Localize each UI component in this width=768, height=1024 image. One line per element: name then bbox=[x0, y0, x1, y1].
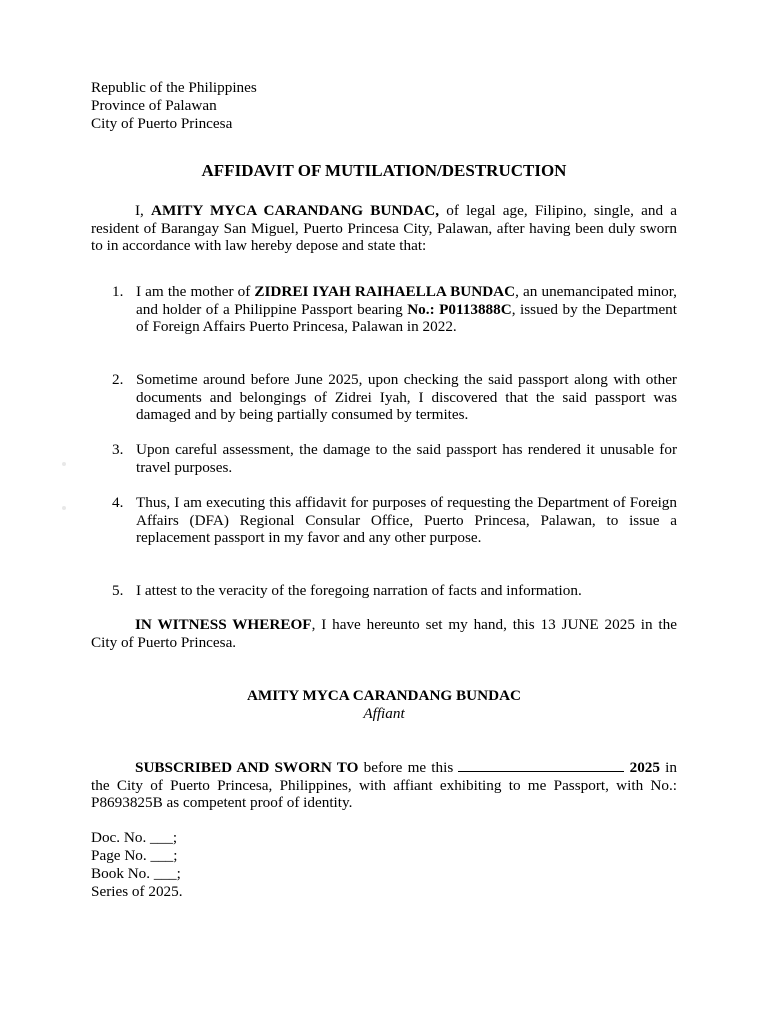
scan-speck bbox=[62, 462, 66, 466]
header-city: City of Puerto Princesa bbox=[91, 115, 233, 132]
notary-series: Series of 2025. bbox=[91, 883, 183, 900]
header-republic: Republic of the Philippines bbox=[91, 79, 257, 96]
list-item bbox=[112, 371, 677, 424]
item-number: 3. bbox=[112, 441, 124, 458]
witness-text: , I have hereunto set my hand, this 13 JUNE 2025 in the City of Puerto Princesa. bbox=[91, 616, 677, 651]
item-text: Sometime around before June 2025, upon checking the said passport along with other documents and belongings of Zidrei Iyah, I discovered that the said passport was damaged and by being partially consumed by termites. bbox=[136, 371, 677, 424]
item-number: 2. bbox=[112, 371, 124, 388]
list-item bbox=[112, 283, 677, 336]
intro-prefix: I, bbox=[135, 202, 152, 219]
item-text-part: , issued by the Department of Foreign Affairs Puerto Princesa, Palawan in 2022. bbox=[136, 300, 677, 336]
notary-page-no: Page No. ___; bbox=[91, 847, 178, 864]
jurat-paragraph bbox=[91, 758, 677, 812]
item-text: Thus, I am executing this affidavit for purposes of requesting the Department of Foreign Affairs (DFA) Regional Consular Office, Puerto Princesa, Palawan, to issue a replacement passport in my favor and any other purpose. bbox=[136, 494, 677, 547]
jurat-text: in the City of Puerto Princesa, Philippines, with affiant exhibiting to me Passport, with No.: P8693825B as competent proof of identity. bbox=[91, 759, 677, 812]
intro-text: of legal age, Filipino, single, and a resident of Barangay San Miguel, Puerto Princesa City, Palawan, after having been duly sworn to in accordance with law hereby depose and state that: bbox=[91, 202, 678, 255]
jurat-heading: SUBSCRIBED AND SWORN TO bbox=[135, 759, 359, 776]
item-text: I attest to the veracity of the foregoing narration of facts and information. bbox=[136, 582, 582, 599]
jurat-text: before me this bbox=[358, 759, 459, 776]
affiant-name-inline: AMITY MYCA CARANDANG BUNDAC, bbox=[151, 202, 440, 219]
item-number: 1. bbox=[112, 283, 124, 300]
item-text: Upon careful assessment, the damage to the said passport has rendered it unusable for travel purposes. bbox=[136, 441, 677, 476]
passport-number: No.: P0113888C bbox=[407, 300, 512, 318]
affiant-role: Affiant bbox=[363, 705, 405, 722]
date-blank-line bbox=[458, 758, 624, 772]
notary-doc-no: Doc. No. ___; bbox=[91, 829, 178, 846]
item-number: 5. bbox=[112, 582, 124, 599]
item-text bbox=[136, 283, 677, 336]
item-text-part: I am the mother of bbox=[136, 283, 255, 300]
item-text-part: , an unemancipated minor, and holder of a Philippine Passport bearing bbox=[136, 283, 677, 318]
notary-book-no: Book No. ___; bbox=[91, 865, 181, 882]
list-item bbox=[112, 582, 677, 600]
header-province: Province of Palawan bbox=[91, 97, 217, 114]
affiant-signature-name bbox=[0, 687, 768, 705]
witness-paragraph bbox=[91, 616, 677, 651]
affiant-name: AMITY MYCA CARANDANG BUNDAC bbox=[246, 687, 522, 704]
jurat-year: 2025 bbox=[629, 759, 660, 776]
intro-paragraph bbox=[91, 202, 677, 255]
document-title: AFFIDAVIT OF MUTILATION/DESTRUCTION bbox=[201, 161, 567, 180]
minor-name: ZIDREI IYAH RAIHAELLA BUNDAC bbox=[254, 283, 516, 300]
list-item bbox=[112, 494, 677, 547]
list-item bbox=[112, 441, 677, 476]
witness-heading: IN WITNESS WHEREOF bbox=[135, 616, 312, 633]
scan-speck bbox=[62, 506, 66, 510]
item-number: 4. bbox=[112, 494, 124, 511]
